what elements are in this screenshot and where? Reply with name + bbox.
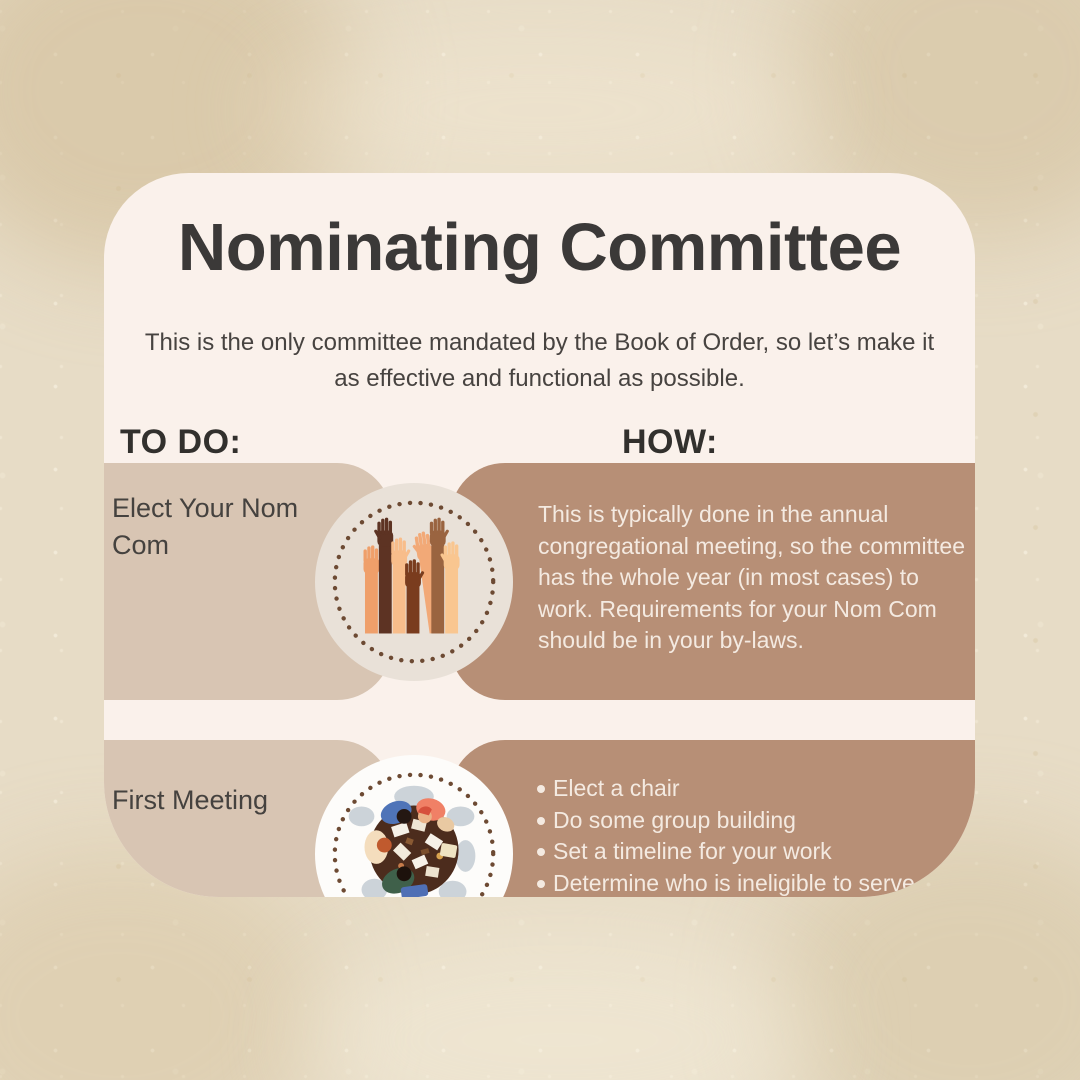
how-bullet-list [537,773,957,897]
infographic-card [104,173,975,897]
subtitle-line-1: This is the only committee mandated by the Book of Order, so let’s make it [144,329,935,356]
page-subtitle [113,325,967,397]
todo-item-label: First Meeting [112,785,269,815]
bullet-item: Determine who is ineligible to serve [537,868,957,898]
how-box-first-meeting [450,740,975,897]
todo-item-label: Elect Your Nom Com [112,493,299,560]
group-meeting-illustration [315,755,513,897]
texture-blob [300,930,820,1080]
group-meeting-icon [315,755,513,897]
raised-hands-illustration [315,483,513,681]
bullet-item: Do some group building [537,805,957,837]
raised-hands-icon [315,483,513,681]
bullet-item: Set a timeline for your work [537,836,957,868]
page-title: Nominating Committee [177,210,902,285]
texture-blob [260,30,820,190]
todo-column-header: TO DO: [120,423,242,461]
bullet-item: Elect a chair [537,773,957,805]
how-box-elect-nom-com [450,463,975,700]
subtitle-line-2: as effective and functional as possible. [334,365,745,392]
how-description-text: This is typically done in the annual congregational meeting, so the committee has the whole year (in most cases) to work. Requirements for your Nom Com should be in your by-laws. [538,501,966,653]
how-column-header: HOW: [622,423,718,461]
